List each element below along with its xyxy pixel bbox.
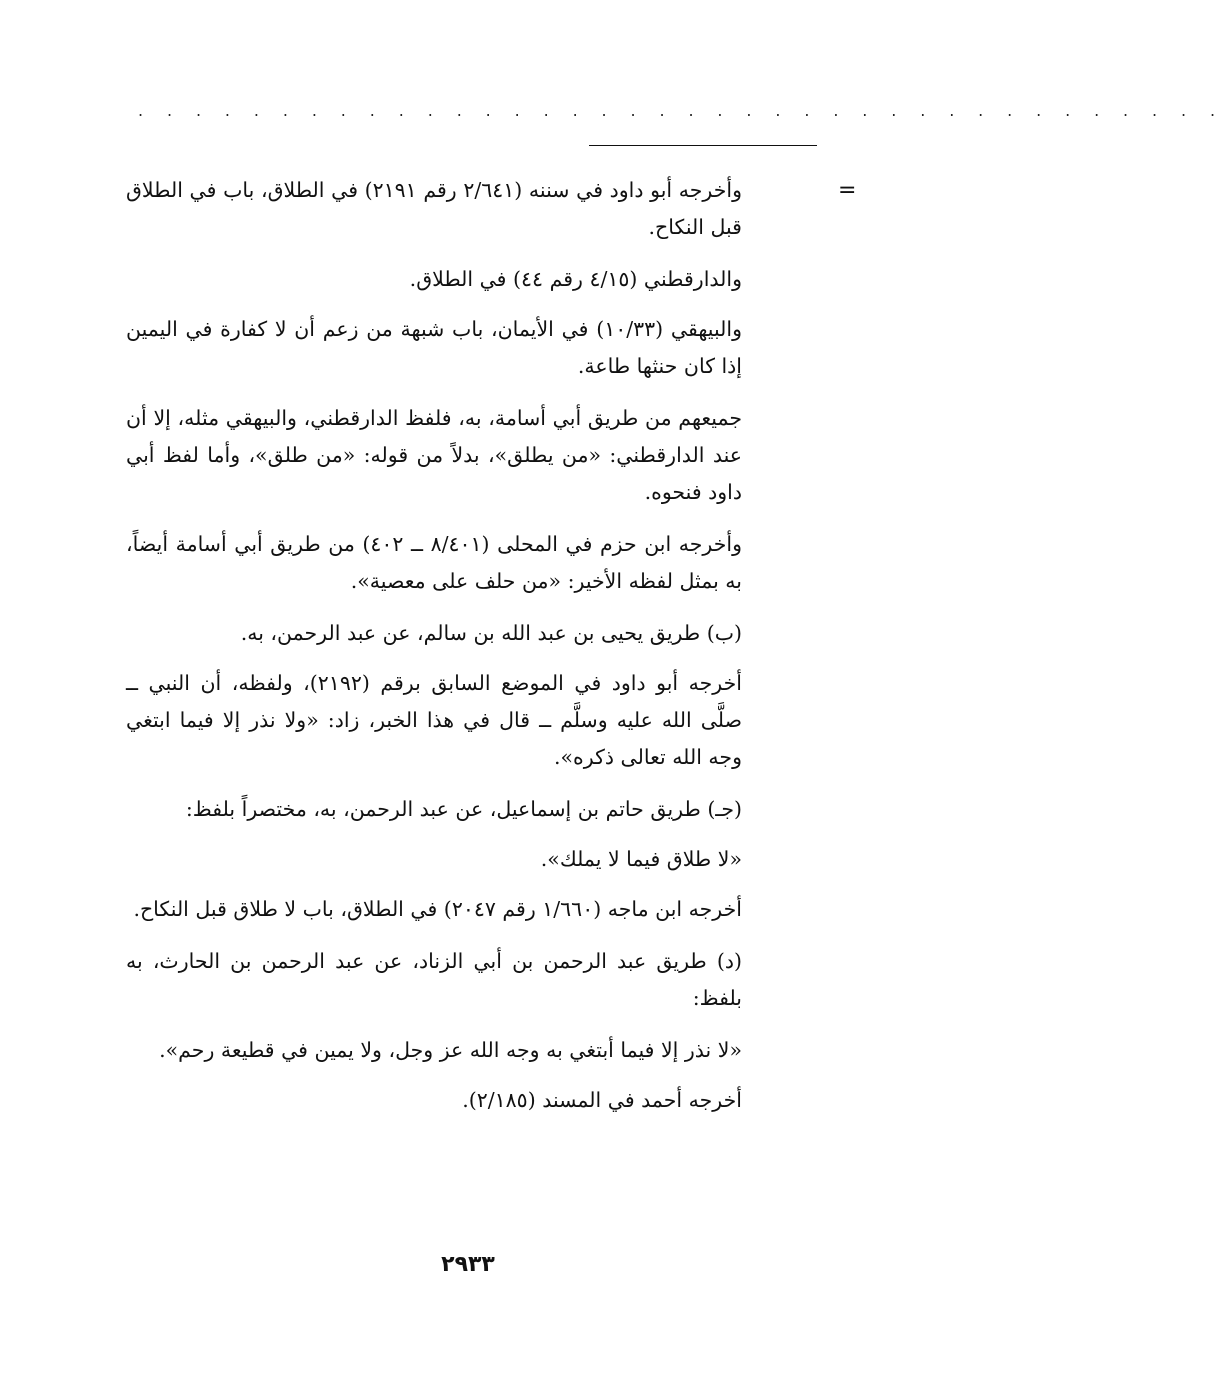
continuation-mark: =	[838, 178, 857, 203]
footnote-paragraph: والبيهقي (١٠/٣٣) في الأيمان، باب شبهة من زعم أن لا كفارة في اليمين إذا كان حنثها طاعة.	[126, 317, 742, 378]
footnote-rule	[589, 145, 817, 146]
footnote-paragraph: أخرجه أبو داود في الموضع السابق برقم (٢١٩٢)، ولفظه، أن النبي ــ صلَّى الله عليه وسلَّم ــ قال في هذا الخبر، زاد: «ولا نذر إلا فيما ابتغي وجه الله تعالى ذكره».	[126, 671, 742, 769]
footnote-paragraph: جميعهم من طريق أبي أسامة، به، فلفظ الدارقطني، والبيهقي مثله، إلا أن عند الدارقطني: «من يطلق»، بدلاً من قوله: «من طلق»، وأما لفظ أبي داود فنحوه.	[126, 406, 742, 504]
page-number: ٢٩٣٣	[441, 1252, 495, 1277]
footnote-paragraph: (د) طريق عبد الرحمن بن أبي الزناد، عن عبد الرحمن بن الحارث، به بلفظ:	[126, 949, 742, 1010]
footnote-text	[126, 172, 742, 1132]
footnote-paragraph: وأخرجه ابن حزم في المحلى (٨/٤٠١ ــ ٤٠٢) من طريق أبي أسامة أيضاً، به بمثل لفظه الأخير: «من حلف على معصية».	[126, 532, 743, 593]
footnote-paragraph: (ب) طريق يحيى بن عبد الله بن سالم، عن عبد الرحمن، به.	[240, 621, 742, 645]
header-dotted-separator: . . . . . . . . . . . . . . . . . . . . . . . . . . . . . . . . . . . . . .	[138, 101, 1224, 120]
footnote-paragraph: أخرجه ابن ماجه (١/٦٦٠ رقم ٢٠٤٧) في الطلاق، باب لا طلاق قبل النكاح.	[133, 897, 742, 921]
footnote-paragraph: أخرجه أحمد في المسند (٢/١٨٥).	[462, 1088, 742, 1112]
footnote-paragraph: «لا طلاق فيما لا يملك».	[540, 847, 742, 871]
footnote-paragraph: «لا نذر إلا فيما أبتغي به وجه الله عز وجل، ولا يمين في قطيعة رحم».	[159, 1038, 742, 1062]
footnote-paragraph: (جـ) طريق حاتم بن إسماعيل، عن عبد الرحمن، به، مختصراً بلفظ:	[185, 797, 742, 821]
footnote-paragraph: وأخرجه أبو داود في سننه (٢/٦٤١ رقم ٢١٩١) في الطلاق، باب في الطلاق قبل النكاح.	[126, 178, 742, 239]
footnote-paragraph: والدارقطني (٤/١٥ رقم ٤٤) في الطلاق.	[409, 267, 742, 291]
